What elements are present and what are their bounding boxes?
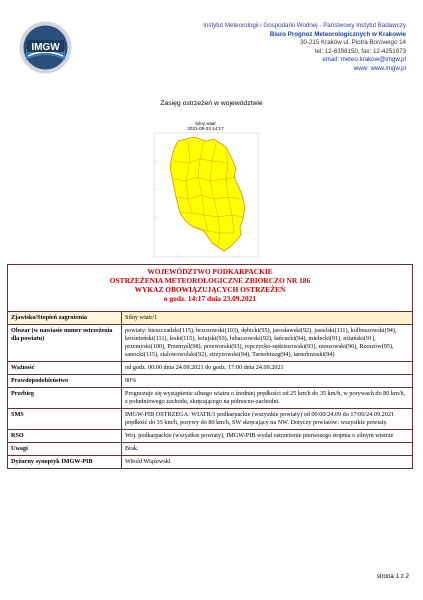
row-label: Uwagi [8, 443, 122, 455]
heading-line: WYKAZ OBOWIĄZUJĄCYCH OSTRZEŻEŃ [134, 285, 286, 294]
logo-text: IMGW [31, 42, 60, 53]
row-value: Silny wiatr/1 [122, 312, 412, 324]
website-link[interactable]: www: www.imgw.pl [353, 64, 406, 72]
row-label: SMS [8, 409, 122, 429]
row-value: 90% [125, 377, 137, 384]
table-row [8, 409, 412, 430]
warning-map [148, 121, 263, 259]
heading-line: o godz. 14:17 dnia 23.09.2021 [163, 294, 257, 303]
table-row [8, 312, 412, 325]
address: 30-215 Kraków ul. Piotra Borowego 14 [300, 39, 406, 46]
bureau-name: Biuro Prognoz Meteorologicznych w Krakowie [269, 30, 406, 38]
row-label: Dyżurny synoptyk IMGW-PIB [8, 456, 122, 468]
table-row [8, 456, 412, 468]
imgw-logo [18, 20, 73, 75]
heading-line: OSTRZEŻENIA METEOROLOGICZNE ZBIORCZO NR 186 [109, 276, 311, 285]
institute-header [203, 22, 406, 73]
row-label: Zjawisko/Stopień zagrożenia [8, 312, 122, 324]
row-value: Brak. [125, 445, 139, 452]
table-heading [8, 265, 412, 312]
row-label: Ważność [8, 362, 122, 374]
table-row [8, 388, 412, 409]
map-caption: Zasięg ostrzeżeń w województwie [160, 100, 263, 107]
table-row [8, 362, 412, 375]
table-row [8, 325, 412, 362]
row-label: Prawdopodobieństwo [8, 375, 122, 387]
heading-line: WOJEWÓDZTWO PODKARPACKIE [147, 267, 273, 276]
row-label: RSO [8, 430, 122, 442]
email-link[interactable]: email: meteo.krakow@imgw.pl [322, 56, 406, 63]
row-value: Prognozuje się wystąpienie silnego wiatru o średniej prędkości od 25 km/h do 35 km/h, w porywach do 80 km/h, z południowego zachodu, skręcającego na północno-zachodni. [125, 390, 406, 405]
phone-fax: tel: 12-6398150, fax: 12-4251973 [314, 47, 406, 55]
row-value: Woj. podkarpackie (wszystkie powiaty), IMGW-PIB wydał ostrzeżenie pierwszego stopnia o silnym wietrze [125, 432, 394, 439]
institute-name: Instytut Meteorologii i Gospodarki Wodnej - Państwowy Instytut Badawczy [203, 22, 406, 29]
table-row [8, 375, 412, 388]
table-row [8, 430, 412, 443]
map-phenomenon: Silny wiatr [195, 121, 216, 126]
row-value: Witold Wiąźewski [125, 458, 171, 465]
row-label: Obszar (w nawiasie numer ostrzeżenia dla powiatu) [8, 325, 122, 361]
table-row [8, 443, 412, 456]
row-value: powiaty: bieszczadzki(115), brzozowski(103), dębicki(95), jarosławski(92), jasielski(111), kolbuszowski(94), krośnieński(111), leski(115), leżajski(93), lubaczowski(92), łańcucki(94), mielecki(91), niżański(91), przemyski(100), Przemyśl(98), przeworski(93), ropczycko-sędziszowski(93), rzeszowski(96), Rzeszów(95), sanocki(115), stalowowolski(92), strzyżowski(94), Tarnobrzeg(94), tarnobrzeski(94) [125, 327, 397, 358]
page-number: strona 1 z 2 [376, 573, 409, 580]
map-svg [148, 121, 263, 259]
map-timestamp: 2021-09-23 14:17 [187, 126, 224, 132]
row-value: IMGW-PIB OSTRZEGA: WIATR/1 podkarpackie (wszystkie powiaty) od 00:00/24.09 do 17:00/24.09.2021 prędkość do 35 km/h, porywy do 80 km/h, SW skręcający na NW. Dotyczy powiatów: wszystkie powiaty. [125, 411, 395, 426]
row-label: Przebieg [8, 388, 122, 408]
row-value: od godz. 00:00 dnia 24.09.2021 do godz. 17:00 dnia 24.09.2021 [125, 364, 284, 371]
warning-table [7, 264, 413, 469]
